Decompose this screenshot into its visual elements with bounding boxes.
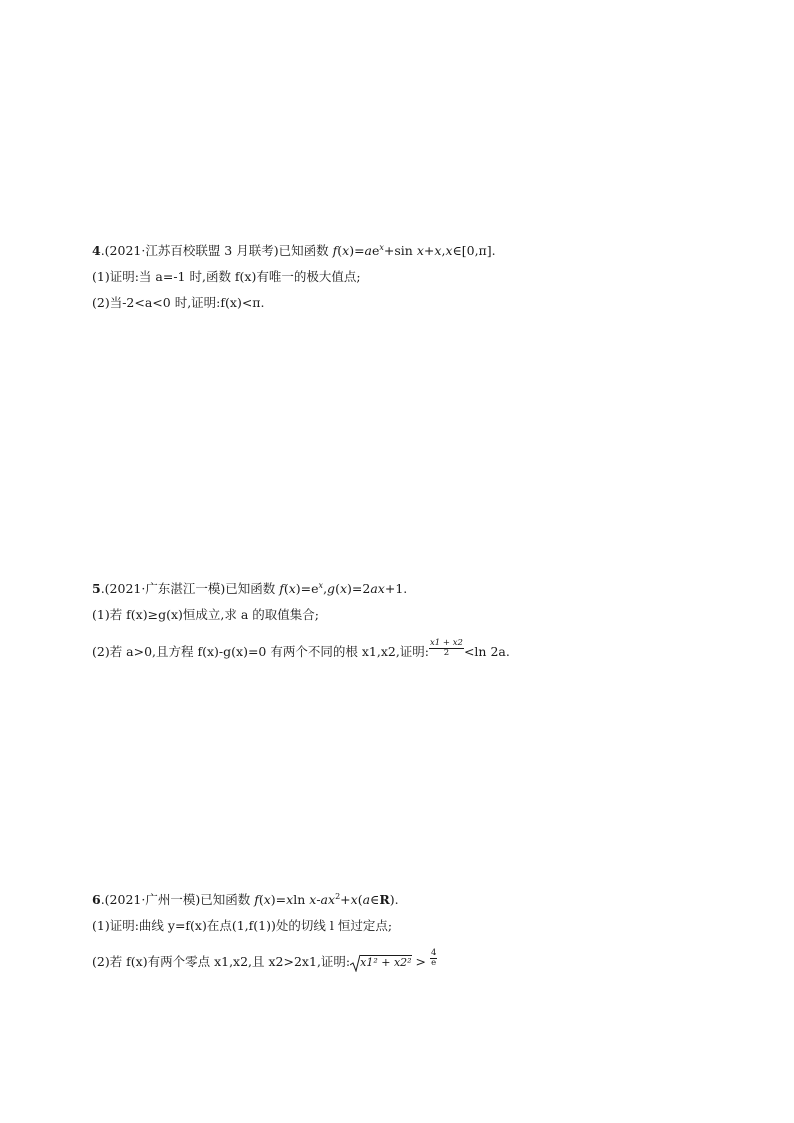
problem-6-part-2: (2)若 f(x)有两个零点 x1,x2,且 x2>2x1,证明: x1² + x2² > $\frac{4}{e}$ [92,953,437,972]
fraction [430,949,437,968]
problem-source: .(2021·广东湛江一模)已知函数 [100,581,280,596]
sqrt-radicand: x1² + x2² [360,956,412,969]
problem-5-part-2 [92,638,510,662]
problem-number: 5 [92,581,101,596]
fraction [429,639,464,658]
fraction-denominator: e [431,958,437,968]
problem-4-title: 4.(2021·江苏百校联盟 3 月联考)已知函数 $f(x)=ae^x+\sin$ x+x,x∈[0,π]. [92,242,496,258]
sqrt-sign-icon [350,954,360,972]
sqrt-expression [350,953,411,972]
problem-4-part-2: (2)当-2<a<0 时,证明:f(x)<π. [92,295,265,310]
problem-number: 4 [92,243,101,258]
problem-6-part-2-text: (2)若 f(x)有两个零点 x1,x2,且 x2>2x1,证明: [92,954,351,969]
fraction-denominator: 2 [443,648,450,658]
problem-6-part-1: (1)证明:曲线 y=f(x)在点(1,f(1))处的切线 l 恒过定点; [92,918,393,933]
problem-source: .(2021·广州一模)已知函数 [100,892,255,907]
fraction-numerator: x1 + x2 [430,638,463,648]
problem-number: 6 [92,892,101,907]
problem-5-part-2-text: (2)若 a>0,且方程 f(x)-g(x)=0 有两个不同的根 x1,x2,证明: [92,644,430,659]
problem-4-part-1: (1)证明:当 a=-1 时,函数 f(x)有唯一的极大值点; [92,269,361,284]
problem-source: .(2021·江苏百校联盟 3 月联考)已知函数 [100,243,333,258]
problem-5-tail: <ln 2a. [463,644,510,659]
fraction-numerator: 4 [430,948,437,958]
problem-5-part-1: (1)若 f(x)≥g(x)恒成立,求 a 的取值集合; [92,607,319,622]
problem-6-title: 6.(2021·广州一模)已知函数 f(x)=xln $x-ax^2+x(a\in R)$. [92,891,399,907]
problem-5-title: 5.(2021·广东湛江一模)已知函数 $f(x)=e^x,g(x)=2ax+1$. [92,580,408,596]
